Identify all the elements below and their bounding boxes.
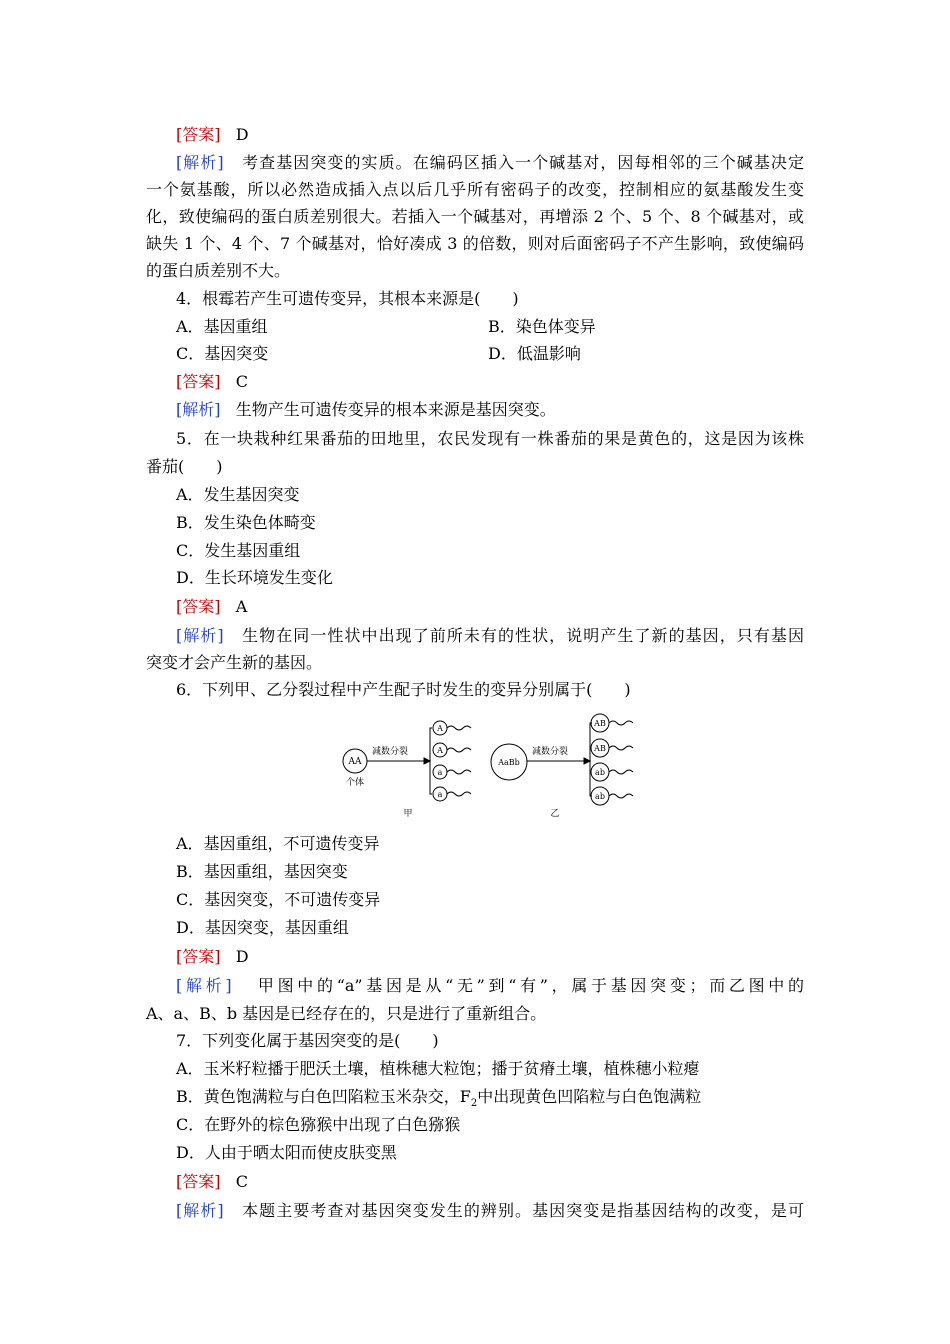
analysis-tag: [解析] [176,400,221,419]
analysis-tag: [解析] [176,626,224,645]
q7-option-a: A．玉米籽粒播于肥沃土壤，植株穗大粒饱；播于贫瘠土壤，植株穗小粒瘪 [176,1059,700,1078]
answer-tag: [答案] [176,372,221,391]
q6-analysis-line-1: [解析] 甲图中的“a”基因是从“无”到“有”，属于基因突变；而乙图中的 [176,976,804,995]
analysis-tag: [解析] [176,976,232,995]
q5-answer-line [176,597,247,617]
q7-option-c: C．在野外的棕色猕猴中出现了白色猕猴 [176,1115,461,1134]
sperm-tail [609,794,633,798]
q4-option-d: D．低温影响 [488,344,581,363]
q5-option-d: D．生长环境发生变化 [176,568,333,587]
analysis-tag: [解析] [176,153,224,172]
q7-answer-line [176,1172,248,1192]
q5-stem-line-2: 番茄( ) [146,457,223,476]
parent-label-right: AaBb [498,758,520,767]
q6-option-a: A．基因重组，不可遗传变异 [176,834,380,853]
q6-answer-line [176,947,249,967]
q4-answer: C [235,372,249,391]
gamete-label: a [437,768,443,777]
sperm-tail [609,746,633,750]
answer-tag: [答案] [176,597,221,616]
q3-analysis-line-2: 一个氨基酸，所以必然造成插入点以后几乎所有密码子的改变，控制相应的氨基酸发生变 [146,180,804,199]
q5-analysis-line-1: [解析] 生物在同一性状中出现了前所未有的性状，说明产生了新的基因，只有基因 [176,626,804,645]
arrow-label-right: 减数分裂 [531,747,569,757]
q4-option-a: A．基因重组 [176,317,268,336]
meiosis-diagram [336,712,636,822]
q4-answer-line [176,372,248,392]
answer-tag: [答案] [176,1172,221,1191]
q5-answer: A [235,597,248,616]
q4-stem: 4．根霉若产生可遗传变异，其根本来源是( ) [176,289,519,308]
gamete-label: ab [595,768,605,777]
q6-answer: D [235,947,249,966]
q6-option-b: B．基因重组，基因突变 [176,862,348,881]
q5-option-b: B．发生染色体畸变 [176,513,316,532]
q7-option-d: D．人由于晒太阳而使皮肤变黑 [176,1143,397,1162]
q7-analysis-line-1: [解析] 本题主要考查对基因突变发生的辨别。基因突变是指基因结构的改变，是可 [176,1201,804,1220]
q5-analysis-line-2: 突变才会产生新的基因。 [146,653,323,672]
q7-stem: 7．下列变化属于基因突变的是( ) [176,1031,439,1050]
arrow-label-left: 减数分裂 [371,747,409,757]
q5-stem-line-1: 5．在一块栽种红果番茄的田地里，农民发现有一株番茄的果是黄色的，这是因为该株 [176,429,804,448]
gamete-label: a [437,790,443,799]
q6-stem: 6．下列甲、乙分裂过程中产生配子时发生的变异分别属于( ) [176,680,631,699]
q6-option-c: C．基因突变，不可遗传变异 [176,890,381,909]
q5-option-c: C．发生基因重组 [176,541,301,560]
q7-answer: C [235,1172,249,1191]
gamete-label: ab [595,792,605,801]
q3-answer: D [235,125,249,144]
answer-tag: [答案] [176,947,221,966]
q7-option-b: B．黄色饱满粒与白色凹陷粒玉米杂交，$F_2$中出现黄色凹陷粒与白色饱满粒 [176,1087,702,1110]
gamete-label: AB [594,719,606,728]
sperm-tail [447,792,471,796]
q6-analysis-line-2: A、a、B、b 基因是已经存在的，只是进行了重新组合。 [146,1004,547,1023]
sperm-tail [447,770,471,774]
sperm-tail [609,770,633,774]
gamete-label: AB [594,744,606,753]
analysis-tag: [解析] [176,1201,224,1220]
q3-analysis-line-5: 的蛋白质差别不大。 [146,261,291,280]
q4-analysis-line: [解析] 生物产生可遗传变异的根本来源是基因突变。 [176,400,556,419]
q5-option-a: A．发生基因突变 [176,485,300,504]
q4-option-b: B．染色体变异 [488,317,596,336]
diagram-name-right: 乙 [550,809,560,819]
answer-tag: [答案] [176,125,221,144]
sperm-tail [609,721,633,725]
q3-answer-line [176,125,249,145]
q3-analysis-line-4: 缺失 1 个、4 个、7 个碱基对，恰好凑成 3 的倍数，则对后面密码子不产生影响，致使编码 [146,234,804,253]
diagram-name-left: 甲 [403,809,413,819]
q3-analysis-line-3: 化，致使编码的蛋白质差别很大。若插入一个碱基对，再增添 2 个、5 个、8 个碱基对，或 [146,207,804,226]
gamete-label: A [437,746,443,755]
gamete-label: A [437,724,443,733]
q6-option-d: D．基因突变，基因重组 [176,918,349,937]
sperm-tail [447,748,471,752]
q3-analysis-line-1: [解析] 考查基因突变的实质。在编码区插入一个碱基对，因每相邻的三个碱基决定 [176,153,804,172]
q4-option-c: C．基因突变 [176,344,269,363]
parent-label-left: AA [348,757,362,767]
sperm-tail [447,726,471,730]
individual-caption: 个体 [345,778,365,788]
